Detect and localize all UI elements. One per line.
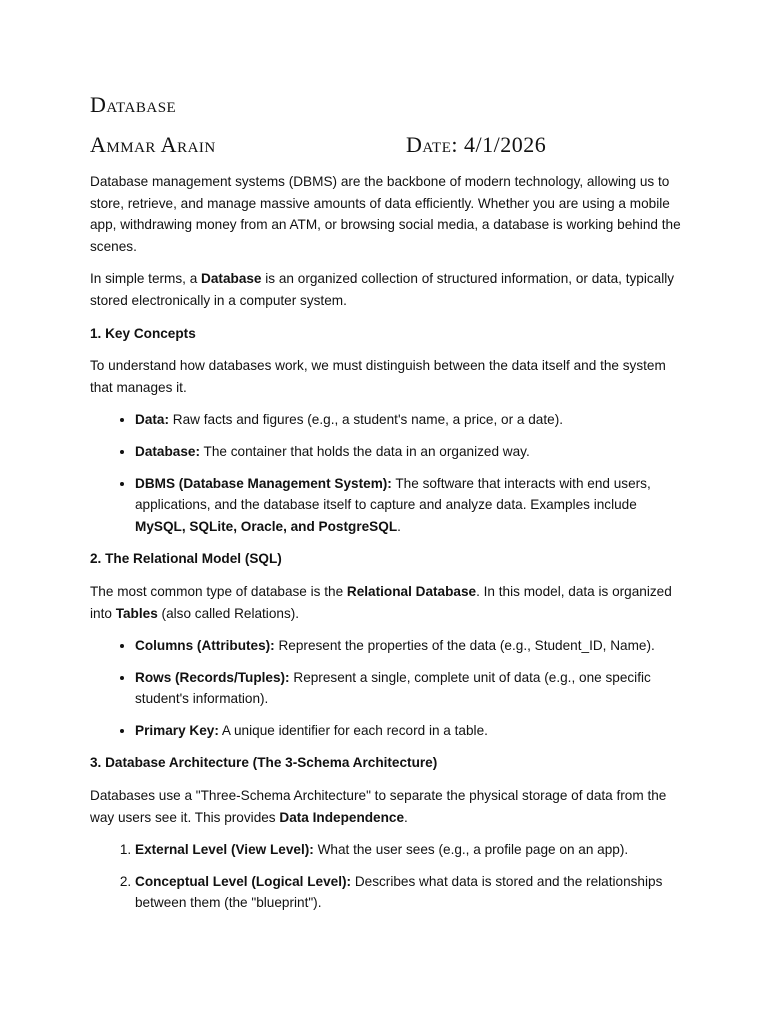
document-body: [90, 171, 682, 925]
intro-paragraph-1: Database management systems (DBMS) are the backbone of modern technology, allowing us to store, retrieve, and manage massive amounts of data efficiently. Whether you are using a mobile app, withdrawing money from an ATM, or browsing social media, a database is working behind the scenes.: [90, 174, 681, 254]
list-item: • Columns (Attributes): Represent the properties of the data (e.g., Student_ID, Name).: [135, 635, 682, 657]
list-item: 1. External Level (View Level): What the user sees (e.g., a profile page on an app).: [135, 839, 682, 861]
section-2-intro: The most common type of database is the Relational Database. In this model, data is organized into Tables (also called Relations).: [90, 583, 672, 621]
section-2-heading: 2. The Relational Model (SQL): [90, 551, 282, 567]
list-item: • Primary Key: A unique identifier for each record in a table.: [135, 720, 682, 742]
key-concepts-list: [90, 409, 682, 537]
list-item: • Rows (Records/Tuples): Represent a single, complete unit of data (e.g., one specific student's information).: [135, 667, 682, 710]
list-item: • Database: The container that holds the data in an organized way.: [135, 441, 682, 463]
author-date-row: [90, 132, 690, 160]
section-1-intro: To understand how databases work, we must distinguish between the data itself and the system that manages it.: [90, 358, 666, 395]
section-3-heading: 3. Database Architecture (The 3-Schema Architecture): [90, 755, 438, 771]
list-item: • DBMS (Database Management System): The software that interacts with end users, applications, and the database itself to capture and analyze data. Examples include MySQL, SQLite, Oracle, and PostgreSQL.: [135, 473, 682, 538]
list-item: 2. Conceptual Level (Logical Level): Describes what data is stored and the relationships between them (the "blueprint").: [135, 871, 682, 914]
architecture-list: [90, 839, 682, 914]
author-name: Ammar Arain: [90, 132, 216, 157]
intro-paragraph-2: In simple terms, a Database is an organized collection of structured information, or data, typically stored electronically in a computer system.: [90, 271, 675, 308]
list-item: • Data: Raw facts and figures (e.g., a student's name, a price, or a date).: [135, 409, 682, 431]
section-3-intro: Databases use a "Three-Schema Architecture" to separate the physical storage of data from the way users see it. This provides Data Independence.: [90, 788, 667, 825]
section-1-heading: 1. Key Concepts: [90, 325, 196, 341]
document-title: Database: [90, 92, 177, 117]
relational-model-list: [90, 635, 682, 741]
document-date: Date: 4/1/2026: [406, 132, 547, 157]
